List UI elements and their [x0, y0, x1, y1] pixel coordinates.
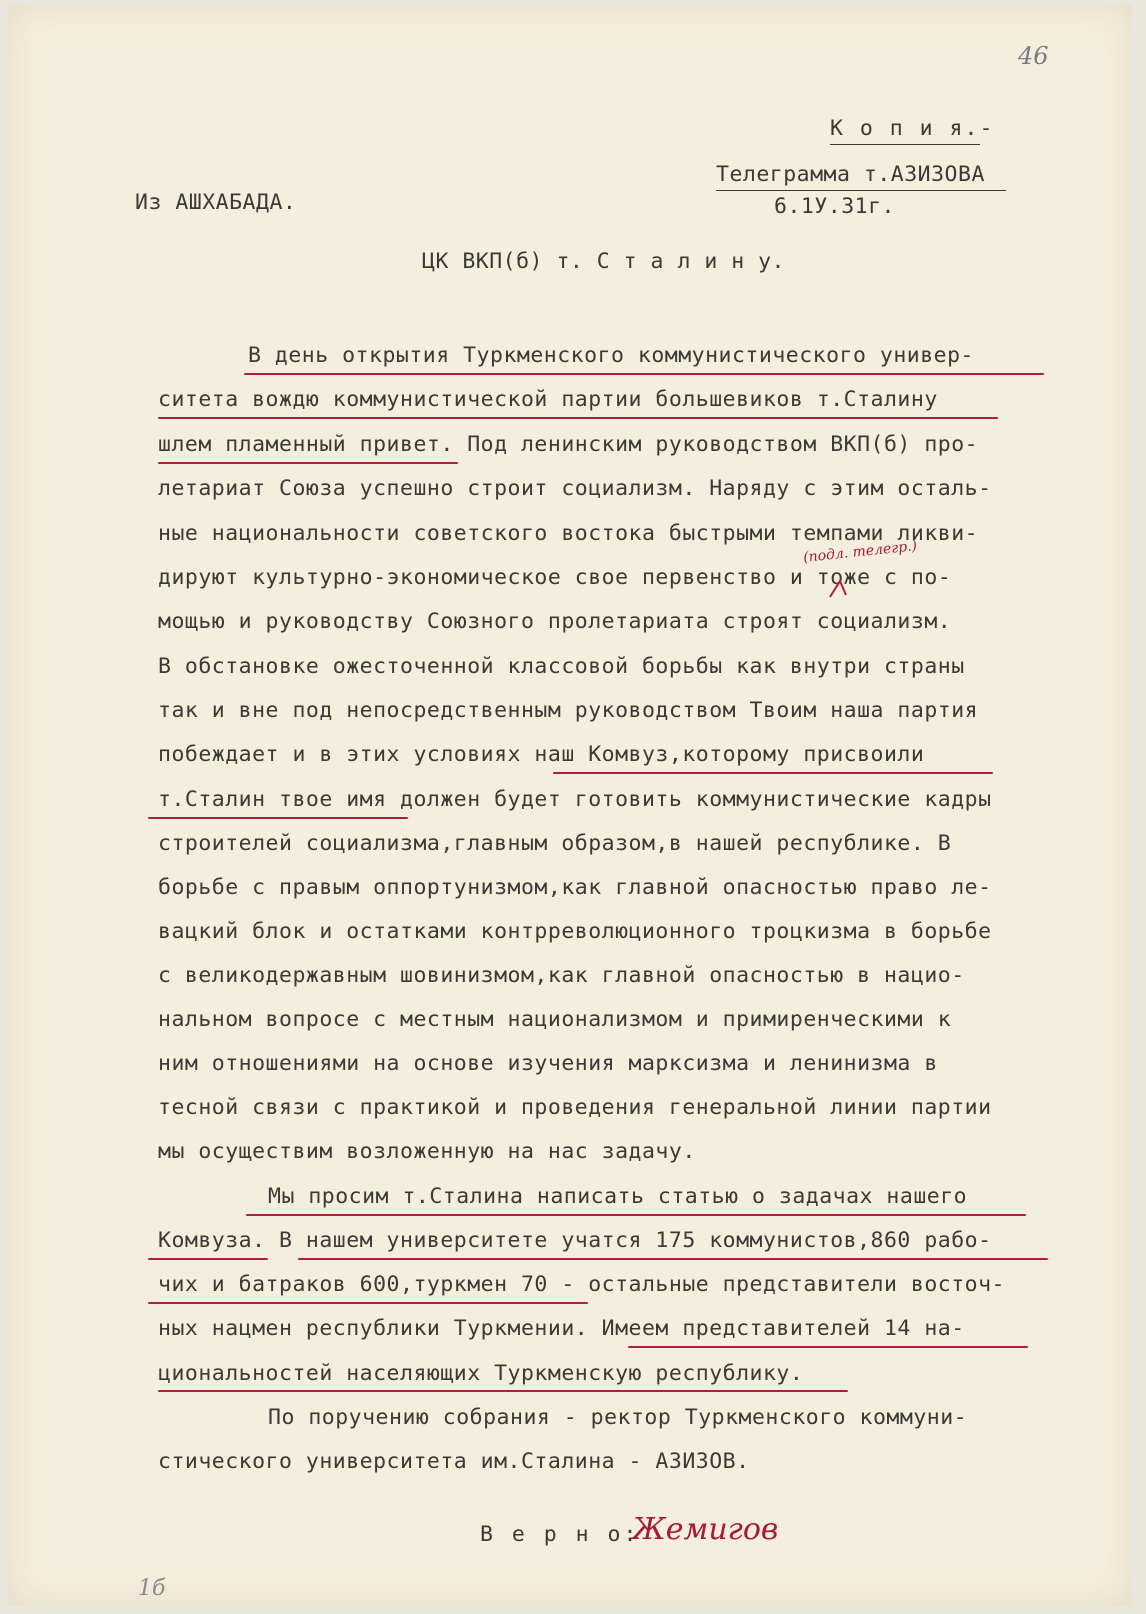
- body-line: тесной связи с практикой и проведения генеральной линии партии: [158, 1095, 992, 1120]
- body-line: т.Сталин твое имя должен будет готовить коммунистические кадры: [158, 787, 992, 812]
- red-underline: [158, 462, 458, 464]
- red-underline: [148, 1258, 268, 1260]
- body-line: ситета вождю коммунистической партии большевиков т.Сталину: [158, 387, 938, 412]
- certified-label: В е р н о:: [480, 1522, 640, 1547]
- body-line: побеждает и в этих условиях наш Комвуз,которому присвоили: [158, 742, 925, 767]
- body-line: стического университета им.Сталина - АЗИЗОВ.: [158, 1449, 750, 1474]
- red-underline: [148, 817, 408, 819]
- red-underline: [298, 1258, 1048, 1260]
- body-line: ных нацмен республики Туркмении. Имеем представителей 14 на-: [158, 1316, 965, 1341]
- body-line: чих и батраков 600,туркмен 70 - остальные представители восточ-: [158, 1272, 1005, 1297]
- body-line: строителей социализма,главным образом,в нашей республике. В: [158, 831, 952, 856]
- telegram-date: 6.1У.31г.: [774, 194, 895, 219]
- body-line: шлем пламенный привет. Под ленинским руководством ВКП(б) про-: [158, 432, 979, 457]
- body-line: нальном вопросе с местным национализмом и примиренческими к: [158, 1007, 952, 1032]
- red-underline: [158, 1390, 848, 1392]
- body-line: так и вне под непосредственным руководством Твоим наша партия: [158, 698, 979, 723]
- body-line: циональностей населяющих Туркменскую республику.: [158, 1361, 804, 1386]
- margin-note: (подл. телегр.): [802, 538, 918, 566]
- corner-mark: 1б: [138, 1576, 166, 1601]
- telegram-label-underline: [716, 190, 1006, 191]
- body-line: ные национальности советского востока быстрыми темпами ликви-: [158, 521, 979, 546]
- body-line: летариат Союза успешно строит социализм. Наряду с этим осталь-: [158, 476, 992, 501]
- copy-label: К о п и я.-: [830, 116, 995, 141]
- body-line: дируют культурно-экономическое свое первенство и тоже с по-: [158, 565, 952, 590]
- signature: Жемигов: [632, 1512, 779, 1547]
- body-line: В день открытия Туркменского коммунистического универ-: [248, 343, 974, 368]
- body-line: мощью и руководству Союзного пролетариата строят социализм.: [158, 609, 952, 634]
- body-line: мы осуществим возложенную на нас задачу.: [158, 1139, 696, 1164]
- body-line: В обстановке ожесточенной классовой борьбы как внутри страны: [158, 654, 965, 679]
- body-line: По поручению собрания - ректор Туркменского коммуни-: [268, 1405, 968, 1430]
- body-line: ним отношениями на основе изучения марксизма и ленинизма в: [158, 1051, 938, 1076]
- body-line: вацкий блок и остатками контрреволюционного троцкизма в борьбе: [158, 919, 992, 944]
- red-underline: [553, 772, 993, 774]
- document-page: [8, 4, 1132, 1606]
- telegram-label: Телеграмма т.АЗИЗОВА: [716, 162, 985, 187]
- red-underline: [628, 1346, 1028, 1348]
- red-underline: [148, 1302, 588, 1304]
- red-underline: [246, 1214, 1026, 1216]
- body-line: Мы просим т.Сталина написать статью о задачах нашего: [268, 1184, 968, 1209]
- addressee: ЦК ВКП(б) т. С т а л и н у.: [422, 249, 785, 274]
- copy-label-underline: [830, 144, 980, 145]
- body-line: борьбе с правым оппортунизмом,как главной опасностью право ле-: [158, 875, 992, 900]
- red-underline: [158, 417, 998, 419]
- body-line: с великодержавным шовинизмом,как главной опасностью в нацио-: [158, 963, 965, 988]
- origin-label: Из АШХАБАДА.: [135, 190, 297, 215]
- red-underline: [244, 373, 1044, 375]
- body-line: Комвуза. В нашем университете учатся 175 коммунистов,860 рабо-: [158, 1228, 992, 1253]
- insertion-caret-icon: [828, 579, 848, 599]
- page-number: 46: [1018, 42, 1049, 70]
